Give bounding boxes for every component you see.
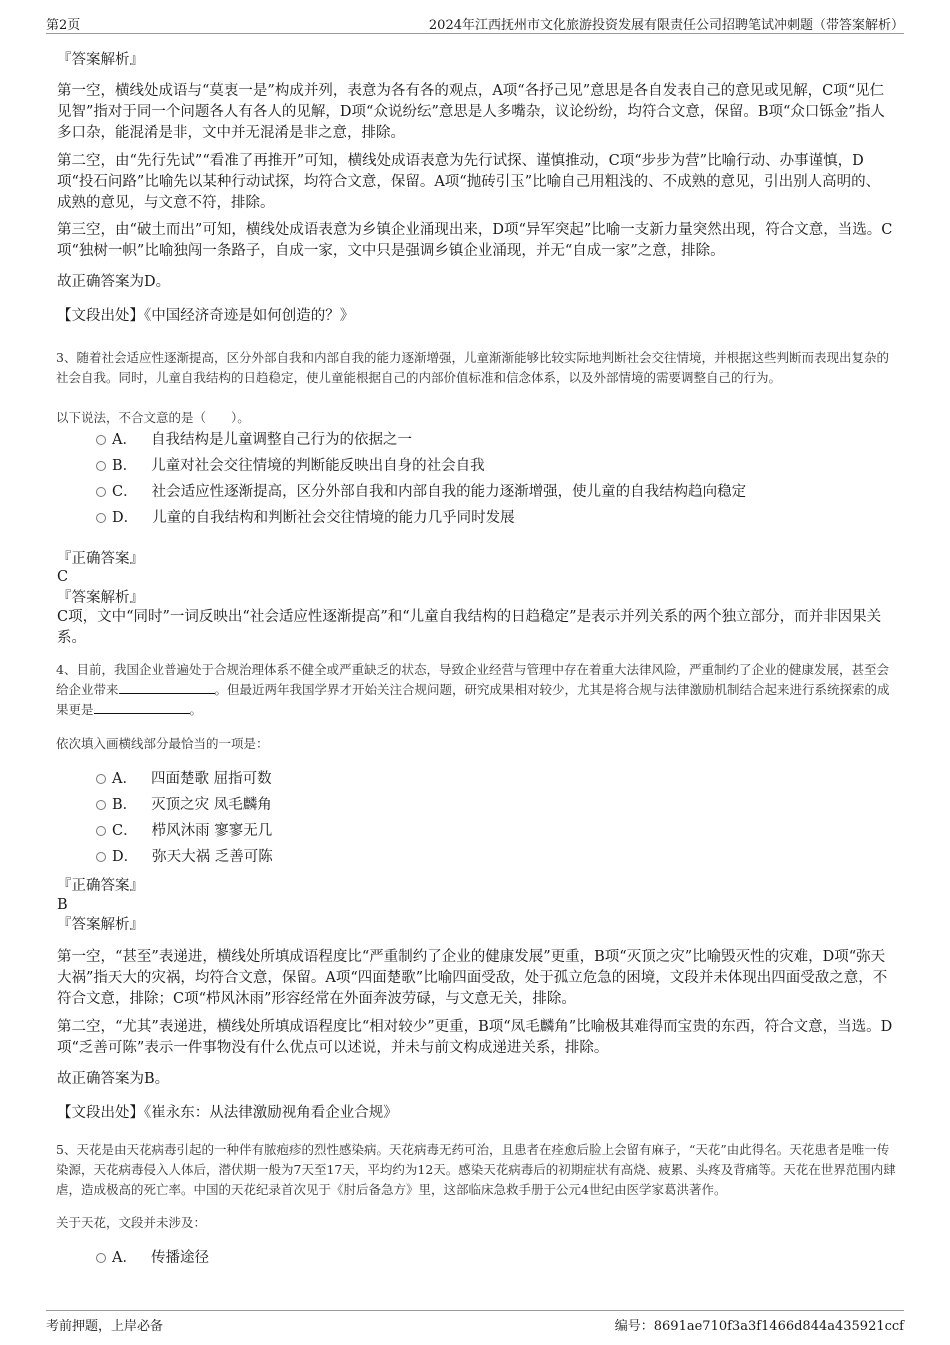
question-stem: 5、天花是由天花病毒引起的一种伴有脓疱疹的烈性感染病。天花病毒无药可治，且患者在痊愈后脸上会留有麻子，“天花”由此得名。天花患者是唯一传染源，天花病毒侵入人体后，潜伏期一般为7天至17天，平均约为12天。感染天花病毒后的初期症状有高烧、疲累、头疼及背痛等。天花在世界范围内肆虐，造成极高的死亡率。中国的天花纪录首次见于《肘后备急方》里，这部临床急救手册于公元4世纪由医学家葛洪著作。: [56, 1142, 896, 1197]
radio-icon[interactable]: [96, 461, 106, 471]
blank-line: [94, 701, 190, 714]
radio-icon[interactable]: [96, 852, 106, 862]
correct-answer-label: 『正确答案』: [57, 551, 144, 567]
option-a[interactable]: [96, 768, 272, 790]
page-number: 第2页: [46, 18, 81, 33]
option-letter: B．: [112, 458, 138, 474]
option-b[interactable]: [96, 455, 485, 477]
analysis-paragraph: 第二空，“尤其”表递进，横线处所填成语程度比“相对较少”更重，B项“凤毛麟角”比喻极其难得而宝贵的东西，符合文意，当选。D项“乏善可陈”表示一件事物没有什么优点可以述说，并未与前文构成递进关系，排除。: [57, 1019, 893, 1056]
radio-icon[interactable]: [96, 435, 106, 445]
radio-icon[interactable]: [96, 774, 106, 784]
question-stem: 3、随着社会适应性逐渐提高，区分外部自我和内部自我的能力逐渐增强，儿童渐渐能够比较实际地判断社会交往情境，并根据这些判断而表现出复杂的社会自我。同时，儿童自我结构的日趋稳定，使儿童能根据自己的内部价值标准和信念体系，以及外部情境的需要调整自己的行为。: [56, 350, 889, 385]
option-a[interactable]: [96, 1247, 209, 1269]
radio-icon[interactable]: [96, 487, 106, 497]
question-prompt: 以下说法，不合文意的是（ ）。: [56, 410, 250, 425]
analysis-paragraph: 第一空，横线处成语与“莫衷一是”构成并列，表意为各有各的观点，A项“各抒己见”意思是各自发表自己的意见或见解，C项“见仁见智”指对于同一个问题各人有各人的见解，D项“众说纷纭”意思是人多嘴杂，议论纷纷，均符合文意，保留。B项“众口铄金”指人多口杂，能混淆是非，文中并无混淆是非之意，排除。: [57, 83, 885, 141]
option-letter: D．: [112, 510, 139, 526]
document-id: 编号：8691ae710f3a3f1466d844a435921ccf: [614, 1319, 904, 1334]
analysis-paragraph: C项，文中“同时”一词反映出“社会适应性逐渐提高”和“儿童自我结构的日趋稳定”是表示并列关系的两个独立部分，而并非因果关系。: [57, 609, 882, 646]
correct-answer-label: 『正确答案』: [57, 878, 144, 894]
radio-icon[interactable]: [96, 513, 106, 523]
radio-icon[interactable]: [96, 826, 106, 836]
analysis-paragraph: 第三空，由“破土而出”可知，横线处成语表意为乡镇企业涌现出来，D项“异军突起”比喻一支新力量突然出现，符合文意，当选。C项“独树一帜”比喻独闯一条路子，自成一家，文中只是强调乡镇企业涌现，并无“自成一家”之意，排除。: [57, 222, 893, 259]
option-text: 栉风沐雨 寥寥无几: [151, 823, 273, 839]
blank-line: [119, 681, 215, 694]
option-text: 四面楚歌 屈指可数: [150, 771, 272, 787]
option-text: 自我结构是儿童调整自己行为的依据之一: [150, 432, 412, 448]
option-c[interactable]: [96, 481, 746, 503]
option-letter: A．: [112, 1250, 137, 1266]
option-text: 灭顶之灾 凤毛麟角: [151, 797, 272, 813]
option-c[interactable]: [96, 820, 272, 842]
option-text: 社会适应性逐渐提高，区分外部自我和内部自我的能力逐渐增强，使儿童的自我结构趋向稳定: [151, 484, 747, 500]
option-a[interactable]: [96, 429, 412, 451]
option-letter: B．: [112, 797, 138, 813]
conclusion-text: 故正确答案为D。: [57, 274, 171, 290]
option-d[interactable]: [96, 846, 273, 868]
option-letter: D．: [112, 849, 139, 865]
document-title: 2024年江西抚州市文化旅游投资发展有限责任公司招聘笔试冲刺题（带答案解析）: [428, 18, 904, 33]
analysis-paragraph: 第一空，“甚至”表递进，横线处所填成语程度比“严重制约了企业的健康发展”更重，B项“灭顶之灾”比喻毁灭性的灾难，D项“弥天大祸”指天大的灾祸，均符合文意，保留。A项“四面楚歌”比喻四面受敌，处于孤立危急的困境，文段并未体现出四面受敌之意，不符合文意，排除；C项“栉风沐雨”形容经常在外面奔波劳碌，与文意无关，排除。: [57, 949, 888, 1007]
question-prompt: 依次填入画横线部分最恰当的一项是：: [56, 736, 269, 751]
analysis-paragraph: 第二空，由“先行先试”“看准了再推开”可知，横线处成语表意为先行试探、谨慎推动，C项“步步为营”比喻行动、办事谨慎，D项“投石问路”比喻先以某种行动试探，均符合文意，保留。A项“抛砖引玉”比喻自己用粗浅的、不成熟的意见，引出别人高明的、成熟的意见，与文意不符，排除。: [57, 153, 881, 211]
answer-analysis-label: 『答案解析』: [57, 52, 144, 68]
option-letter: A．: [112, 771, 137, 787]
radio-icon[interactable]: [96, 800, 106, 810]
footer-slogan: 考前押题，上岸必备: [46, 1319, 164, 1334]
option-text: 儿童对社会交往情境的判断能反映出自身的社会自我: [151, 458, 485, 474]
page-footer: [46, 1310, 904, 1340]
option-letter: C．: [112, 484, 138, 500]
page-header: [46, 12, 904, 34]
option-b[interactable]: [96, 794, 272, 816]
option-text: 弥天大祸 乏善可陈: [152, 849, 273, 865]
question-stem: 4、目前，我国企业普遍处于合规治理体系不健全或严重缺乏的状态，导致企业经营与管理中存在着重大法律风险，严重制约了企业的健康发展，甚至会给企业带来 。但最近两年我国学界才开始关注合规问题，研究成果相对较少，尤其是将合规与法律激励机制结合起来进行系统探索的成果更是 。: [56, 662, 890, 717]
answer-analysis-label: 『答案解析』: [57, 917, 144, 933]
conclusion-text: 故正确答案为B。: [57, 1071, 170, 1087]
radio-icon[interactable]: [96, 1253, 106, 1263]
option-d[interactable]: [96, 507, 515, 529]
correct-answer: C: [57, 569, 69, 585]
answer-analysis-label: 『答案解析』: [57, 590, 144, 606]
source-citation: 【文段出处】《中国经济奇迹是如何创造的？》: [57, 308, 355, 324]
option-letter: A．: [112, 432, 137, 448]
option-text: 儿童的自我结构和判断社会交往情境的能力几乎同时发展: [152, 510, 515, 526]
correct-answer: B: [57, 897, 68, 913]
option-letter: C．: [112, 823, 138, 839]
option-text: 传播途径: [150, 1250, 209, 1266]
question-prompt: 关于天花，文段并未涉及：: [56, 1215, 207, 1230]
source-citation: 【文段出处】《崔永东：从法律激励视角看企业合规》: [57, 1105, 398, 1121]
